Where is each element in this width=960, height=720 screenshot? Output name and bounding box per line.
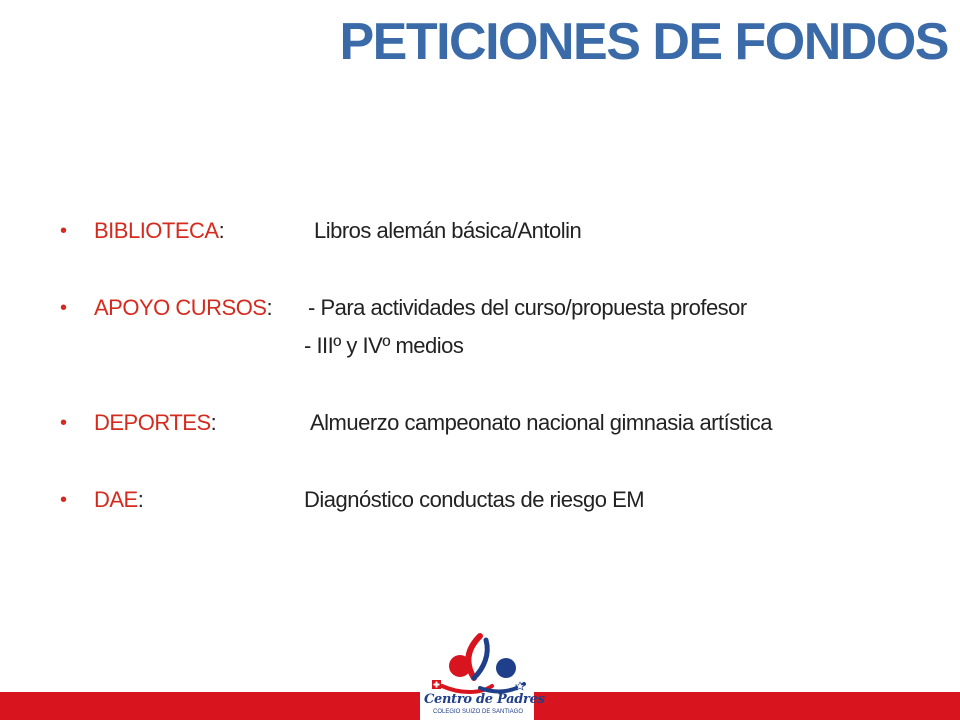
bullet-label: APOYO CURSOS: — [94, 295, 273, 320]
bullet-colon: : — [137, 487, 144, 512]
bullet-label: BIBLIOTECA: — [94, 218, 225, 243]
slide-title: PETICIONES DE FONDOS — [339, 13, 948, 71]
bullet-colon: : — [266, 295, 273, 320]
bullet-description: Diagnóstico conductas de riesgo EM — [304, 487, 645, 512]
bullet-icon: • — [60, 412, 67, 434]
bullet-icon: • — [60, 220, 67, 242]
bullet-label: DAE: — [94, 487, 144, 512]
bullet-icon: • — [60, 297, 67, 319]
logo-emblem-icon — [420, 628, 534, 694]
logo-subtitle: COLEGIO SUIZO DE SANTIAGO — [432, 709, 523, 715]
bullet-description: Almuerzo campeonato nacional gimnasia artística — [310, 410, 772, 435]
centro-de-padres-logo — [420, 628, 545, 720]
bullet-icon: • — [60, 489, 67, 511]
bullet-label: DEPORTES: — [94, 410, 217, 435]
bullet-description-continuation: - IIIº y IVº medios — [304, 333, 464, 358]
bullet-colon: : — [218, 218, 225, 243]
bullet-description: - Para actividades del curso/propuesta profesor — [308, 295, 747, 320]
bullet-colon: : — [210, 410, 217, 435]
bullet-description: Libros alemán básica/Antolin — [314, 218, 582, 243]
logo-name: Centro de Padres — [424, 692, 545, 707]
